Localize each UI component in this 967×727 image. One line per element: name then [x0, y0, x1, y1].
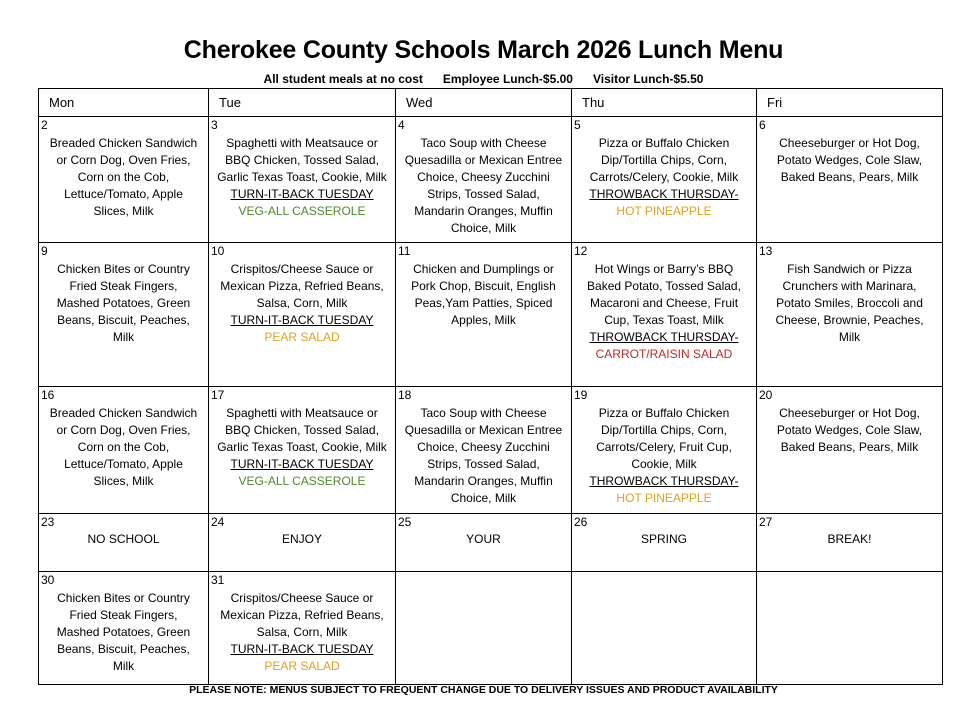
day-cell	[396, 117, 572, 243]
day-cell	[209, 117, 396, 243]
date-number: 13	[759, 244, 773, 258]
special-item: HOT PINEAPPLE	[616, 204, 712, 218]
day-cell	[396, 514, 572, 572]
day-cell	[572, 243, 757, 387]
date-number: 19	[574, 388, 588, 402]
date-number: 4	[398, 118, 405, 132]
menu-text: Chicken and Dumplings or Pork Chop, Biscuit, English Peas,Yam Patties, Spiced Apples, Milk	[411, 262, 556, 327]
date-number: 6	[759, 118, 766, 132]
day-header-mon: Mon	[39, 89, 209, 117]
menu-text: BREAK!	[827, 532, 872, 546]
day-cell	[39, 572, 209, 685]
day-cell	[209, 243, 396, 387]
day-cell	[757, 117, 943, 243]
special-label: THROWBACK THURSDAY-	[589, 474, 739, 488]
empty-day-cell	[396, 572, 572, 685]
day-cell	[209, 572, 396, 685]
week-row	[39, 572, 943, 685]
day-cell	[39, 243, 209, 387]
price-subtitle: All student meals at no cost Employee Lunch-$5.00 Visitor Lunch-$5.50	[263, 72, 704, 86]
day-cell	[572, 514, 757, 572]
special-item: VEG-ALL CASSEROLE	[238, 204, 366, 218]
day-cell	[572, 117, 757, 243]
day-cell	[39, 117, 209, 243]
special-label: TURN-IT-BACK TUESDAY	[230, 457, 374, 471]
menu-text: Crispitos/Cheese Sauce or Mexican Pizza, Refried Beans, Salsa, Corn, Milk	[220, 591, 384, 639]
day-cell	[209, 514, 396, 572]
day-header-fri: Fri	[757, 89, 943, 117]
menu-text: Cheeseburger or Hot Dog, Potato Wedges, Cole Slaw, Baked Beans, Pears, Milk	[776, 406, 923, 454]
day-header-tue: Tue	[209, 89, 396, 117]
special-item: HOT PINEAPPLE	[616, 491, 712, 505]
date-number: 2	[41, 118, 48, 132]
special-item: PEAR SALAD	[264, 330, 340, 344]
day-cell	[757, 243, 943, 387]
menu-text: Hot Wings or Barry’s BBQ Baked Potato, Tossed Salad, Macaroni and Cheese, Fruit Cup, Texas Toast, Milk	[587, 262, 741, 327]
empty-day-cell	[572, 572, 757, 685]
page-title: Cherokee County Schools March 2026 Lunch Menu	[183, 36, 784, 64]
menu-text: Pizza or Buffalo Chicken Dip/Tortilla Chips, Corn, Carrots/Celery, Fruit Cup, Cookie, Milk	[596, 406, 732, 471]
menu-text: Crispitos/Cheese Sauce or Mexican Pizza, Refried Beans, Salsa, Corn, Milk	[220, 262, 384, 310]
week-row	[39, 514, 943, 572]
menu-text: YOUR	[466, 532, 501, 546]
date-number: 30	[41, 573, 55, 587]
menu-text: Breaded Chicken Sandwich or Corn Dog, Oven Fries, Corn on the Cob, Lettuce/Tomato, Apple Slices, Milk	[49, 406, 198, 488]
day-header-wed: Wed	[396, 89, 572, 117]
lunch-calendar	[38, 88, 943, 685]
date-number: 3	[211, 118, 218, 132]
week-row	[39, 117, 943, 243]
date-number: 24	[211, 515, 225, 529]
special-item: CARROT/RAISIN SALAD	[595, 347, 733, 361]
date-number: 5	[574, 118, 581, 132]
menu-text: Spaghetti with Meatsauce or BBQ Chicken, Tossed Salad, Garlic Texas Toast, Cookie, Milk	[217, 136, 387, 184]
menu-text: NO SCHOOL	[87, 532, 160, 546]
menu-text: Pizza or Buffalo Chicken Dip/Tortilla Chips, Corn, Carrots/Celery, Cookie, Milk	[589, 136, 739, 184]
date-number: 20	[759, 388, 773, 402]
special-label: TURN-IT-BACK TUESDAY	[230, 313, 374, 327]
date-number: 16	[41, 388, 55, 402]
day-cell	[396, 387, 572, 514]
menu-text: Chicken Bites or Country Fried Steak Fingers, Mashed Potatoes, Green Beans, Biscuit, Peaches, Milk	[56, 262, 191, 344]
menu-text: Taco Soup with Cheese Quesadilla or Mexican Entree Choice, Cheesy Zucchini Strips, Tossed Salad, Mandarin Oranges, Muffin Choice, Milk	[404, 406, 563, 505]
day-cell	[396, 243, 572, 387]
date-number: 26	[574, 515, 588, 529]
special-label: TURN-IT-BACK TUESDAY	[230, 187, 374, 201]
day-cell	[39, 514, 209, 572]
weekday-header-row	[39, 89, 943, 117]
date-number: 10	[211, 244, 225, 258]
day-header-thu: Thu	[572, 89, 757, 117]
date-number: 17	[211, 388, 225, 402]
date-number: 25	[398, 515, 412, 529]
date-number: 12	[574, 244, 588, 258]
menu-text: Taco Soup with Cheese Quesadilla or Mexican Entree Choice, Cheesy Zucchini Strips, Tossed Salad, Mandarin Oranges, Muffin Choice, Milk	[404, 136, 563, 235]
special-item: PEAR SALAD	[264, 659, 340, 673]
day-cell	[757, 387, 943, 514]
menu-text: Spaghetti with Meatsauce or BBQ Chicken, Tossed Salad, Garlic Texas Toast, Cookie, Milk	[217, 406, 387, 454]
menu-text: Breaded Chicken Sandwich or Corn Dog, Oven Fries, Corn on the Cob, Lettuce/Tomato, Apple Slices, Milk	[49, 136, 198, 218]
date-number: 9	[41, 244, 48, 258]
menu-text: SPRING	[640, 532, 687, 546]
day-cell	[39, 387, 209, 514]
special-item: VEG-ALL CASSEROLE	[238, 474, 366, 488]
footer-note: PLEASE NOTE: MENUS SUBJECT TO FREQUENT CHANGE DUE TO DELIVERY ISSUES AND PRODUCT AVAILABILITY	[189, 684, 778, 696]
menu-text: ENJOY	[281, 532, 322, 546]
special-label: TURN-IT-BACK TUESDAY	[230, 642, 374, 656]
menu-text: Fish Sandwich or Pizza Crunchers with Marinara, Potato Smiles, Broccoli and Cheese, Brownie, Peaches, Milk	[775, 262, 924, 344]
special-label: THROWBACK THURSDAY-	[589, 187, 739, 201]
date-number: 27	[759, 515, 773, 529]
day-cell	[209, 387, 396, 514]
week-row	[39, 243, 943, 387]
special-label: THROWBACK THURSDAY-	[589, 330, 739, 344]
week-row	[39, 387, 943, 514]
empty-day-cell	[757, 572, 943, 685]
menu-text: Chicken Bites or Country Fried Steak Fingers, Mashed Potatoes, Green Beans, Biscuit, Peaches, Milk	[56, 591, 191, 673]
day-cell	[572, 387, 757, 514]
date-number: 11	[398, 244, 411, 258]
menu-text: Cheeseburger or Hot Dog, Potato Wedges, Cole Slaw, Baked Beans, Pears, Milk	[776, 136, 923, 184]
day-cell	[757, 514, 943, 572]
date-number: 18	[398, 388, 412, 402]
date-number: 31	[211, 573, 225, 587]
date-number: 23	[41, 515, 55, 529]
